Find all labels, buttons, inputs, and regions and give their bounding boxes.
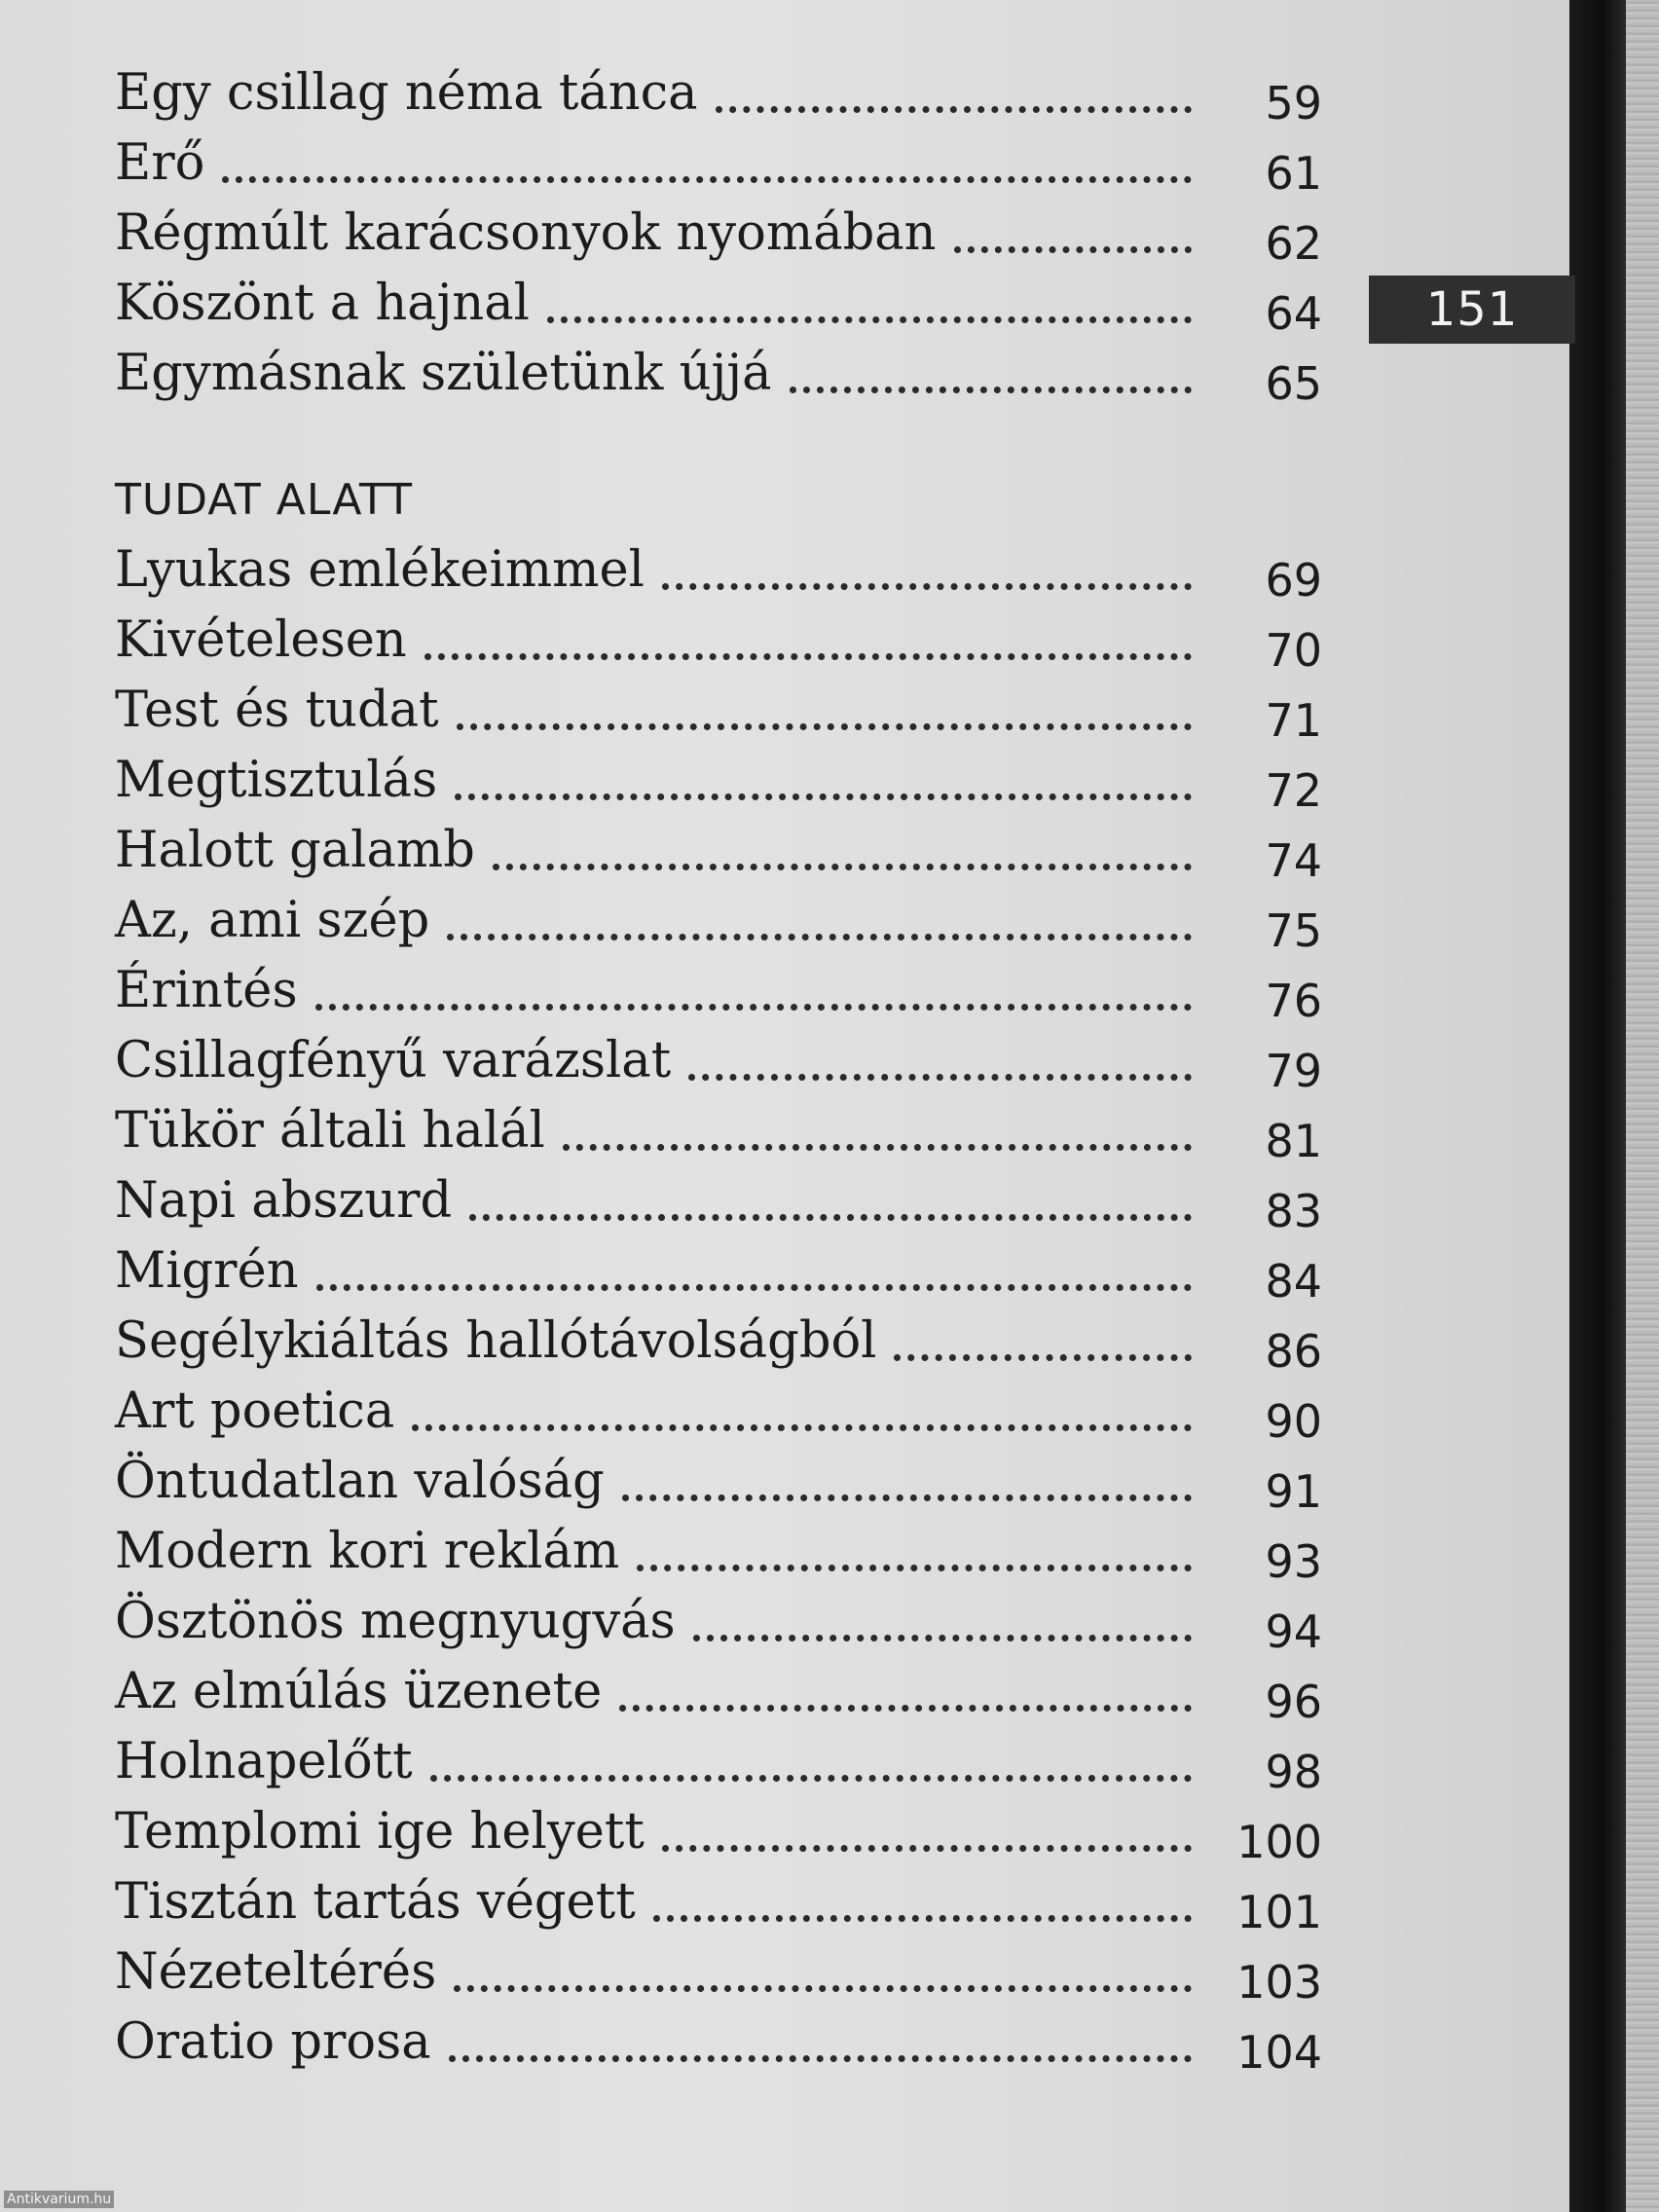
dot-leader: [493, 864, 1192, 870]
toc-entry: [115, 956, 1322, 1026]
toc-entry-title: Csillagfényű varázslat: [115, 1032, 672, 1089]
toc-entry-title: Megtisztulás: [115, 752, 438, 809]
toc-entry-page: 69: [1265, 554, 1322, 607]
toc-entry-page: 100: [1236, 1816, 1322, 1868]
toc-entry-title: Art poetica: [115, 1382, 395, 1440]
toc-entry: [115, 1166, 1322, 1236]
toc-entry-page: 70: [1265, 624, 1322, 677]
dot-leader: [622, 1494, 1192, 1501]
dot-leader: [894, 1354, 1192, 1361]
toc-entry-title: Modern kori reklám: [115, 1523, 620, 1580]
toc-entry-title: Erő: [115, 134, 205, 192]
dot-leader: [449, 2055, 1192, 2062]
dot-leader: [457, 723, 1192, 730]
toc-entry-page: 65: [1265, 357, 1322, 410]
toc-entry-page: 72: [1265, 764, 1322, 817]
toc-entry: [115, 606, 1322, 676]
toc-entry-page: 91: [1265, 1465, 1322, 1518]
toc-entry-title: Test és tudat: [115, 682, 439, 739]
toc-entry: [115, 886, 1322, 956]
toc-entry-page: 101: [1236, 1886, 1322, 1938]
toc-entry-title: Oratio prosa: [115, 2013, 431, 2071]
toc-entry-page: 61: [1265, 147, 1322, 200]
toc-entry: [115, 746, 1322, 816]
toc-entry-page: 96: [1265, 1676, 1322, 1728]
toc-entry: [115, 1867, 1322, 1937]
toc-entry: [115, 1727, 1322, 1797]
dot-leader: [412, 1424, 1192, 1431]
toc-entry-page: 81: [1265, 1115, 1322, 1167]
toc-entry-title: Érintés: [115, 962, 298, 1019]
toc-entry-title: Egymásnak születünk újjá: [115, 345, 772, 402]
toc-entry-title: Napi abszurd: [115, 1172, 453, 1230]
toc-entry: [115, 1377, 1322, 1447]
toc-entry-title: Öntudatlan valóság: [115, 1453, 605, 1510]
toc-entry: [115, 1026, 1322, 1096]
toc-entry-page: 64: [1265, 287, 1322, 340]
toc-entry-title: Ösztönös megnyugvás: [115, 1593, 676, 1650]
toc-entry: [115, 2008, 1322, 2078]
dot-leader: [430, 1775, 1192, 1782]
book-spine-shadow: [1569, 0, 1626, 2212]
dot-leader: [316, 1284, 1192, 1291]
toc-entry-page: 98: [1265, 1746, 1322, 1798]
dot-leader: [563, 1144, 1192, 1151]
toc-entry-title: Segélykiáltás hallótávolságból: [115, 1312, 877, 1370]
toc-entry-page: 74: [1265, 834, 1322, 887]
toc-group-tudat-alatt: [115, 535, 1322, 2078]
toc-entry: [115, 816, 1322, 886]
toc-entry-title: Köszönt a hajnal: [115, 275, 530, 332]
toc-entry: [115, 1657, 1322, 1727]
toc-entry: [115, 1307, 1322, 1377]
dot-leader: [222, 176, 1192, 183]
dot-leader: [547, 316, 1192, 323]
toc-entry-title: Egy csillag néma tánca: [115, 64, 698, 122]
dot-leader: [688, 1074, 1192, 1081]
toc-entry: [115, 58, 1322, 129]
dot-leader: [454, 1985, 1192, 1992]
section-heading: TUDAT ALATT: [115, 475, 414, 525]
toc-entry-title: Tükör általi halál: [115, 1102, 545, 1160]
toc-entry-title: Az elmúlás üzenete: [115, 1663, 603, 1720]
dot-leader: [619, 1705, 1192, 1712]
toc-entry: [115, 269, 1322, 339]
toc-entry-page: 90: [1265, 1395, 1322, 1448]
dot-leader: [637, 1565, 1192, 1571]
dot-leader: [315, 1004, 1192, 1011]
toc-entry-title: Migrén: [115, 1242, 299, 1300]
dot-leader: [424, 653, 1192, 660]
toc-entry-page: 79: [1265, 1045, 1322, 1097]
toc-entry-page: 103: [1236, 1956, 1322, 2009]
dot-leader: [693, 1635, 1192, 1641]
toc-entry: [115, 1937, 1322, 2008]
dot-leader: [716, 106, 1192, 113]
toc-entry-page: 76: [1265, 975, 1322, 1027]
toc-entry: [115, 129, 1322, 199]
toc-entry-title: Régmúlt karácsonyok nyomában: [115, 204, 937, 262]
toc-entry: [115, 1797, 1322, 1867]
table-of-contents: [115, 58, 1322, 2078]
toc-entry-title: Tisztán tartás végett: [115, 1873, 636, 1931]
toc-entry: [115, 339, 1322, 409]
toc-entry-title: Lyukas emlékeimmel: [115, 541, 645, 599]
dot-leader: [469, 1214, 1192, 1221]
dot-leader: [653, 1915, 1192, 1922]
toc-entry: [115, 676, 1322, 746]
toc-entry-page: 59: [1265, 77, 1322, 129]
toc-entry: [115, 1096, 1322, 1166]
toc-entry: [115, 1447, 1322, 1517]
toc-entry-page: 94: [1265, 1605, 1322, 1658]
dot-leader: [954, 246, 1193, 253]
toc-entry: [115, 1587, 1322, 1657]
toc-entry: [115, 199, 1322, 269]
toc-entry-page: 71: [1265, 694, 1322, 747]
dot-leader: [662, 1845, 1192, 1852]
page-edges: [1626, 0, 1659, 2212]
toc-entry-page: 84: [1265, 1255, 1322, 1308]
toc-entry-title: Templomi ige helyett: [115, 1803, 645, 1861]
toc-entry: [115, 1236, 1322, 1307]
toc-entry-title: Holnapelőtt: [115, 1733, 413, 1790]
toc-entry-page: 104: [1236, 2026, 1322, 2079]
page-number-tab: 151: [1369, 276, 1575, 344]
toc-entry-page: 83: [1265, 1185, 1322, 1237]
toc-entry-page: 62: [1265, 217, 1322, 270]
dot-leader: [455, 793, 1192, 800]
toc-entry-page: 93: [1265, 1535, 1322, 1588]
watermark: Antikvarium.hu: [4, 2191, 114, 2208]
dot-leader: [790, 387, 1192, 393]
toc-entry-title: Nézeteltérés: [115, 1943, 437, 2001]
toc-entry-title: Az, ami szép: [115, 892, 430, 949]
toc-entry-title: Kivételesen: [115, 611, 407, 669]
dot-leader: [447, 934, 1192, 940]
toc-entry-page: 86: [1265, 1325, 1322, 1378]
toc-entry: [115, 535, 1322, 606]
toc-entry-page: 75: [1265, 904, 1322, 957]
dot-leader: [662, 583, 1192, 590]
toc-entry: [115, 1517, 1322, 1587]
toc-group-top: [115, 58, 1322, 409]
toc-entry-title: Halott galamb: [115, 822, 475, 879]
